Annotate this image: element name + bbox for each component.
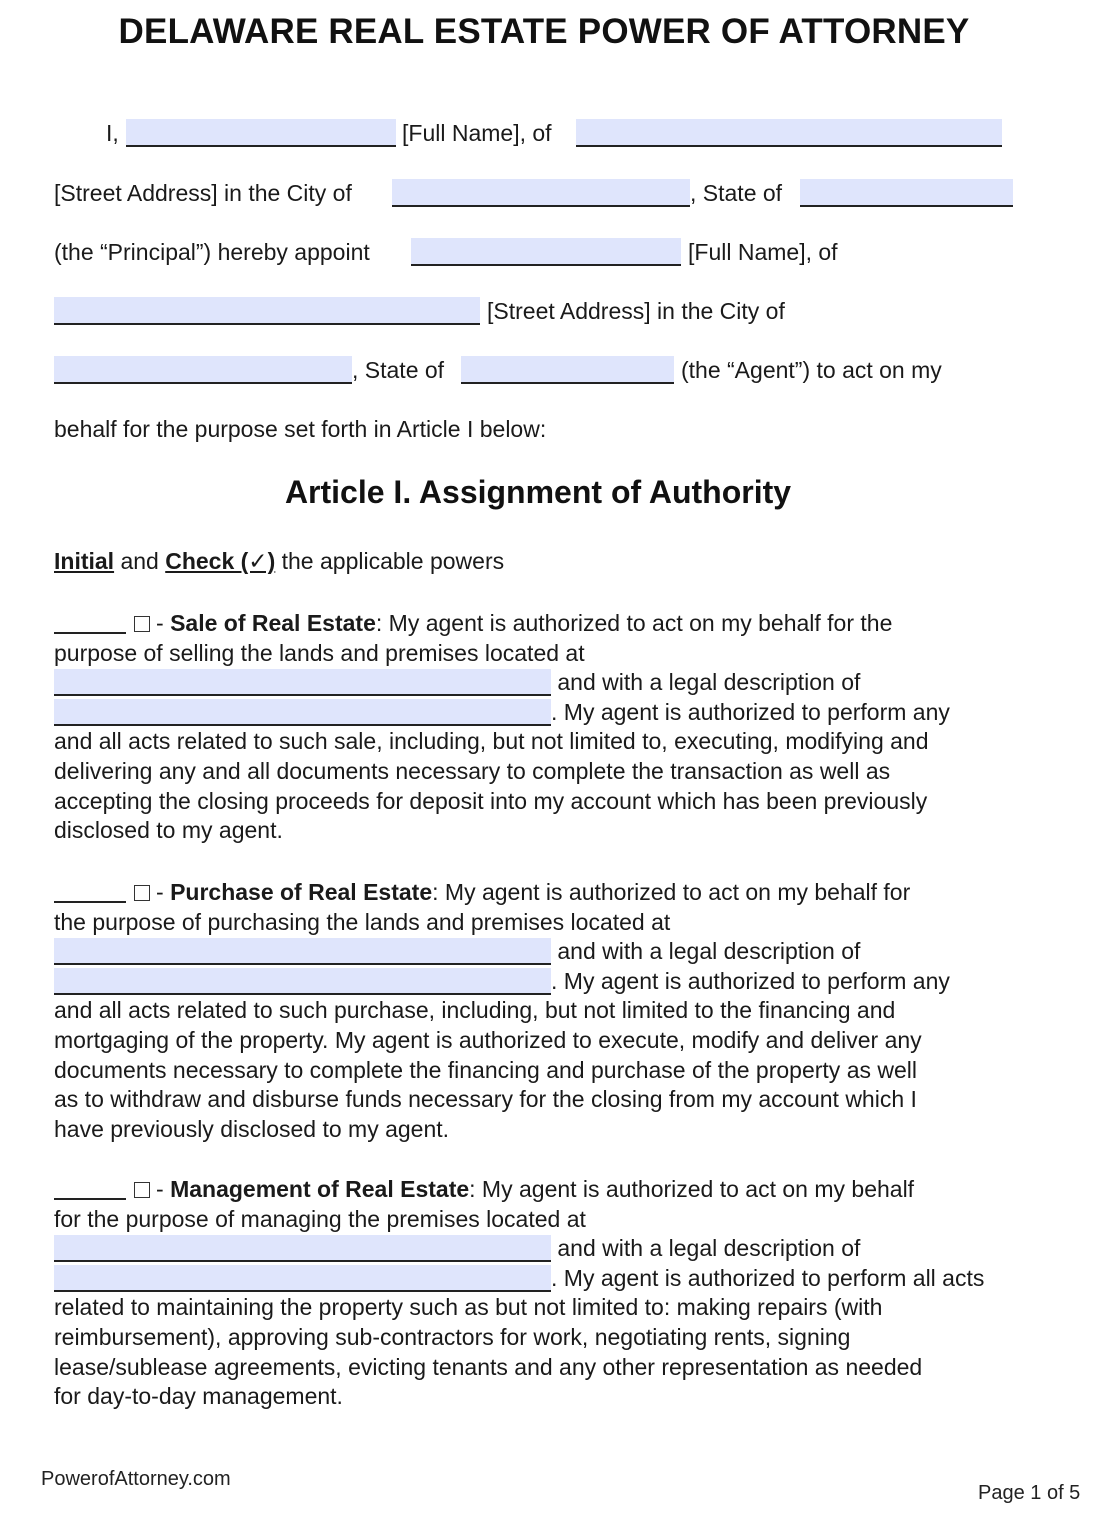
intro-i-label: I, [106, 120, 119, 146]
management-checkbox[interactable] [134, 1182, 150, 1198]
instructions-check: Check (✓) [165, 548, 276, 574]
sale-line8: disclosed to my agent. [54, 817, 283, 844]
sale-location-field[interactable] [54, 669, 551, 696]
sale-line7: accepting the closing proceeds for deposit into my account which has been previously [54, 787, 928, 814]
sale-line6: delivering any and all documents necessary to complete the transaction as well as [54, 757, 891, 784]
purchase-legal-label: and with a legal description of [551, 938, 861, 965]
footer-site: PowerofAttorney.com [41, 1468, 231, 1490]
section-purchase [54, 878, 950, 1144]
principal-city-field[interactable] [392, 179, 690, 207]
management-tail: . My agent is authorized to perform all acts [551, 1264, 985, 1291]
management-location-field[interactable] [54, 1235, 551, 1262]
instructions-initial: Initial [54, 548, 115, 574]
management-heading: Management of Real Estate [170, 1176, 470, 1202]
intro-full-name-label-2: [Full Name], of [688, 239, 838, 265]
footer-page-number: Page 1 of 5 [978, 1482, 1081, 1504]
purchase-line2: the purpose of purchasing the lands and premises located at [54, 908, 671, 935]
section-management [54, 1175, 984, 1412]
purchase-line5: and all acts related to such purchase, including, but not limited to the financing and [54, 997, 896, 1024]
intro-street-city-label: [Street Address] in the City of [54, 180, 352, 206]
management-line5: related to maintaining the property such as but not limited to: making repairs (with [54, 1294, 883, 1321]
sale-legal-label: and with a legal description of [551, 669, 861, 696]
document-title: DELAWARE REAL ESTATE POWER OF ATTORNEY [118, 12, 970, 51]
purchase-location-field[interactable] [54, 938, 551, 965]
purchase-line7: documents necessary to complete the financing and purchase of the property as well [54, 1056, 917, 1083]
agent-city-field[interactable] [54, 356, 352, 384]
instructions-line [54, 546, 504, 576]
sale-line1: : My agent is authorized to act on my behalf for the [375, 610, 893, 636]
management-line2: for the purpose of managing the premises located at [54, 1205, 586, 1232]
purchase-tail: . My agent is authorized to perform any [551, 967, 950, 994]
sale-line2: purpose of selling the lands and premises located at [54, 639, 585, 666]
sale-dash: - [156, 610, 164, 636]
sale-line5: and all acts related to such sale, including, but not limited to, executing, modifying and [54, 728, 929, 755]
management-line8: for day-to-day management. [54, 1383, 343, 1410]
management-dash: - [156, 1176, 164, 1202]
intro-state-label-2: , State of [352, 357, 445, 383]
intro-full-name-label: [Full Name], of [402, 120, 552, 146]
principal-state-field[interactable] [800, 179, 1013, 207]
management-legal-label: and with a legal description of [551, 1235, 861, 1262]
intro-street-city-label-2: [Street Address] in the City of [487, 298, 785, 324]
management-line1: : My agent is authorized to act on my behalf [469, 1176, 915, 1202]
agent-full-name-field[interactable] [411, 238, 681, 266]
agent-state-field[interactable] [461, 356, 674, 384]
section-sale [54, 609, 950, 846]
sale-initial-field[interactable] [54, 610, 126, 634]
management-line6: reimbursement), approving sub-contractors for work, negotiating rents, signing [54, 1323, 851, 1350]
intro-agent-act-label: (the “Agent”) to act on my [681, 357, 942, 383]
purchase-heading: Purchase of Real Estate [170, 879, 433, 905]
purchase-line6: mortgaging of the property. My agent is authorized to execute, modify and deliver any [54, 1026, 922, 1053]
instructions-and: and [114, 548, 166, 574]
purchase-checkbox[interactable] [134, 885, 150, 901]
purchase-line9: have previously disclosed to my agent. [54, 1115, 450, 1142]
intro-principal-appoint-label: (the “Principal”) hereby appoint [54, 239, 370, 265]
intro-state-label: , State of [690, 180, 783, 206]
management-line7: lease/sublease agreements, evicting tenants and any other representation as needed [54, 1353, 923, 1380]
principal-full-name-field[interactable] [126, 119, 396, 147]
purchase-line1: : My agent is authorized to act on my behalf for [432, 879, 911, 905]
purchase-dash: - [156, 879, 164, 905]
sale-tail: . My agent is authorized to perform any [551, 698, 950, 725]
sale-checkbox[interactable] [134, 616, 150, 632]
intro-behalf-line: behalf for the purpose set forth in Article I below: [54, 416, 547, 442]
management-initial-field[interactable] [54, 1176, 126, 1200]
instructions-rest: the applicable powers [275, 548, 505, 574]
article-heading: Article I. Assignment of Authority [284, 474, 792, 510]
purchase-line8: as to withdraw and disburse funds necessary for the closing from my account which I [54, 1086, 917, 1113]
purchase-initial-field[interactable] [54, 879, 126, 903]
agent-street-address-field[interactable] [54, 297, 480, 325]
purchase-legal-description-field[interactable] [54, 968, 551, 995]
management-legal-description-field[interactable] [54, 1265, 551, 1292]
sale-legal-description-field[interactable] [54, 699, 551, 726]
principal-street-address-field[interactable] [576, 119, 1002, 147]
sale-heading: Sale of Real Estate [170, 610, 376, 636]
